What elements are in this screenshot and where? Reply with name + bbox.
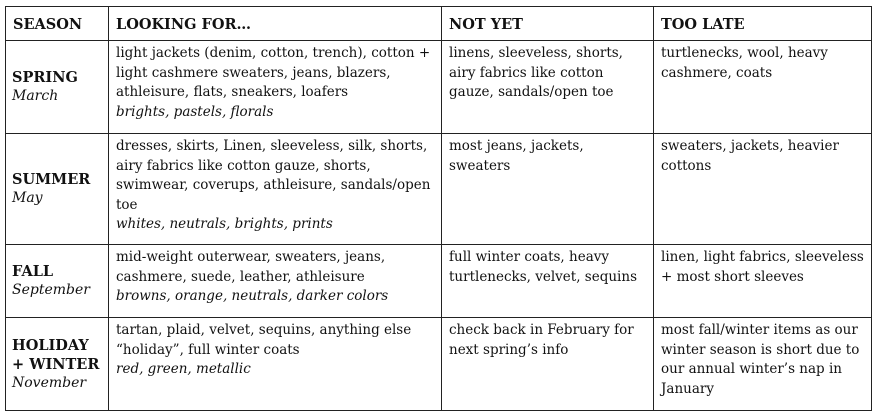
header-not-yet: NOT YET <box>442 7 654 41</box>
header-too-late: TOO LATE <box>654 7 872 41</box>
not-yet-cell: check back in February for next spring’s info <box>442 318 654 411</box>
looking-for-cell <box>109 318 442 411</box>
table-row <box>6 245 872 318</box>
too-late-cell: sweaters, jackets, heavier cottons <box>654 134 872 245</box>
seasonal-buying-guide-table <box>5 6 872 411</box>
too-late-cell: turtlenecks, wool, heavy cashmere, coats <box>654 41 872 134</box>
season-name: FALL <box>12 263 54 281</box>
too-late-cell: linen, light fabrics, sleeveless + most short sleeves <box>654 245 872 318</box>
looking-for-items: light jackets (denim, cotton, trench), cotton + light cashmere sweaters, jeans, blazers, athleisure, flats, sneakers, loafers <box>116 45 431 101</box>
season-cell <box>6 41 109 134</box>
season-cell <box>6 318 109 411</box>
looking-for-cell <box>109 134 442 245</box>
looking-for-items: tartan, plaid, velvet, sequins, anything else “holiday”, full winter coats <box>116 322 412 358</box>
not-yet-cell: full winter coats, heavy turtlenecks, velvet, sequins <box>442 245 654 318</box>
too-late-cell: most fall/winter items as our winter season is short due to our annual winter’s nap in January <box>654 318 872 411</box>
not-yet-cell: most jeans, jackets, sweaters <box>442 134 654 245</box>
looking-for-cell <box>109 41 442 134</box>
not-yet-cell: linens, sleeveless, shorts, airy fabrics like cotton gauze, sandals/open toe <box>442 41 654 134</box>
season-name: SPRING <box>12 69 78 87</box>
season-month: September <box>12 282 90 299</box>
looking-for-cell <box>109 245 442 318</box>
looking-for-items: mid-weight outerwear, sweaters, jeans, cashmere, suede, leather, athleisure <box>116 249 386 285</box>
header-looking-for: LOOKING FOR… <box>109 7 442 41</box>
season-cell <box>6 134 109 245</box>
season-name: SUMMER <box>12 171 91 189</box>
looking-for-styles: brights, pastels, florals <box>116 103 274 120</box>
table-header-row <box>6 7 872 41</box>
looking-for-styles: red, green, metallic <box>116 361 251 378</box>
looking-for-styles: browns, orange, neutrals, darker colors <box>116 288 389 305</box>
header-season: SEASON <box>6 7 109 41</box>
season-cell <box>6 245 109 318</box>
season-month: May <box>12 190 43 207</box>
season-name: HOLIDAY + WINTER <box>12 336 100 373</box>
season-month: March <box>12 88 59 105</box>
season-month: November <box>12 374 87 391</box>
looking-for-items: dresses, skirts, Linen, sleeveless, silk, shorts, airy fabrics like cotton gauze, shorts, swimwear, coverups, athleisure, sandals/open toe <box>116 138 431 213</box>
table-row <box>6 134 872 245</box>
table-row <box>6 318 872 411</box>
looking-for-styles: whites, neutrals, brights, prints <box>116 216 333 233</box>
table-row <box>6 41 872 134</box>
